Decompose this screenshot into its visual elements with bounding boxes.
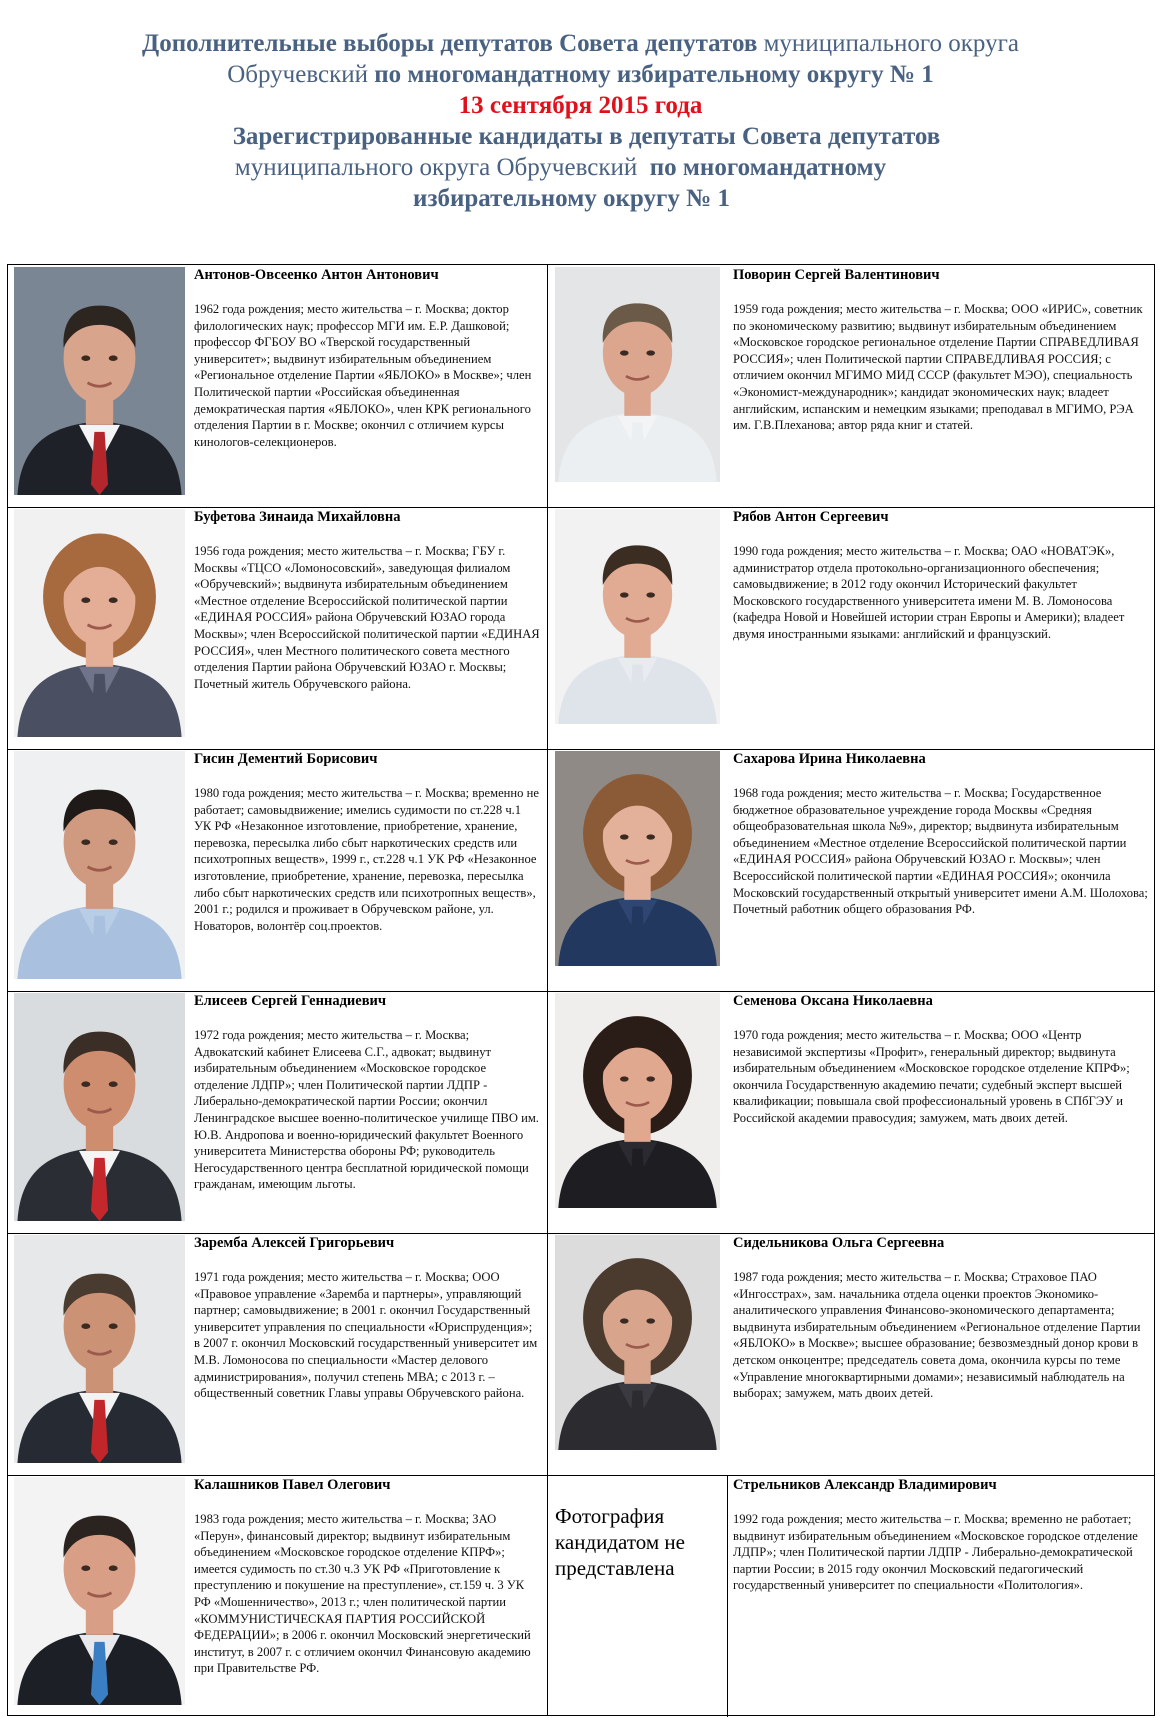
header-title-normal: муниципального округа xyxy=(763,30,1019,57)
candidate-bio: 1980 года рождения; место жительства – г. Москва; временно не работает; самовыдвижение; имелись судимости по ст.228 ч.1 УК РФ «Незаконное изготовление, приобретение, хранение, перевозка, пересылка либо сбыт наркотических средств или психотропных веществ», 1999 г., ст.228 ч.1 УК РФ «Незаконное изготовление, приобретение, хранение, перевозка, пересылка либо сбыт наркотических средств или психотропных веществ», 2001 г.; родился и проживает в Обручевском районе, ул. Новаторов, волонтёр соц.проектов. xyxy=(194,786,539,933)
header-line-1 xyxy=(0,28,1161,59)
header-line-5 xyxy=(0,152,1161,183)
candidate-card xyxy=(547,265,1154,507)
candidate-bio: 1983 года рождения; место жительства – г. Москва; ЗАО «Перун», финансовый директор; выдвинут избирательным объединением «Московское городское отделение КПРФ»; имеется судимость по ст.30 ч.3 УК РФ «Приготовление к преступлению и покушение на преступление», ст.159 ч. 3 УК РФ «Мошенничество», 2013 г.; член политической партии «КОММУНИСТИЧЕСКАЯ ПАРТИЯ РОССИЙСКОЙ ФЕДЕРАЦИИ»; в 2006 г. окончил Московский энергетический институт, в 2007 г. с отличием окончил Финансовую академию при Правительстве РФ. xyxy=(194,1512,531,1676)
candidate-name: Стрельников Александр Владимирович xyxy=(733,1477,997,1493)
candidate-bio: 1970 года рождения; место жительства – г. Москва; ООО «Центр независимой экспертизы «Профит», генеральный директор; выдвинута избирательным объединением «Московское городское отделение КПРФ»; окончила Государственную академию печати; судебный эксперт высшей квалификации; повышала свой профессиональный уровень в СПбГЭУ и Российской академии правосудия; замужем, мать двоих детей. xyxy=(733,1028,1130,1125)
candidate-bio: 1971 года рождения; место жительства – г. Москва; ООО «Правовое управление «Заремба и партнеры», управляющий партнер; самовыдвижение; в 2001 г. окончил Государственный университет управления по специальности «Юриспруденция»; в 2007 г. окончил Московский государственный университет им М.В. Ломоносова по специальности «Мастер делового администрирования», получил степень МВА; с 2013 г. – общественный советник Главы управы Обручевского района. xyxy=(194,1270,538,1401)
row-divider xyxy=(8,507,1154,508)
candidate-name: Калашников Павел Олегович xyxy=(194,1477,391,1493)
header-constituency: по многомандатному избирательному округу № 1 xyxy=(374,61,934,88)
candidate-bio: 1962 года рождения; место жительства – г. Москва; доктор филологических наук; профессор МГИ им. Е.Р. Дашковой; профессор ФГБОУ ВО «Тверской государственный университет»; выдвинут избирательным объединением «Региональное отделение Партии «ЯБЛОКО» в Москве»; член Политической партии «Российская объединенная демократическая партия «ЯБЛОКО», член КРК регионального отделения Партии в г. Москве; окончил с отличием курсы кинологов-селекционеров. xyxy=(194,302,532,449)
candidate-card xyxy=(8,749,547,991)
candidate-name: Поворин Сергей Валентинович xyxy=(733,267,940,283)
header-subtitle: Зарегистрированные кандидаты в депутаты Совета депутатов xyxy=(232,123,941,150)
candidates-table xyxy=(7,264,1155,1716)
candidate-bio: 1956 года рождения; место жительства – г. Москва; ГБУ г. Москвы «ТЦСО «Ломоносовский», заведующая филиалом «Обручевский»; выдвинута избирательным объединением «Местное отделение Всероссийской политической партии «ЕДИНАЯ РОССИЯ» района Обручевский ЮЗАО города Москвы»; член Всероссийской политической партии «ЕДИНАЯ РОССИЯ», член Местного политического совета местного отделения Партии района Обручевский ЮЗАО г. Москвы; Почетный житель Обручевского района. xyxy=(194,544,540,691)
candidate-photo xyxy=(14,1235,185,1463)
candidate-photo xyxy=(14,751,185,979)
row-divider xyxy=(8,991,1154,992)
header-line-2 xyxy=(0,59,1161,90)
candidate-card xyxy=(8,1475,547,1717)
candidate-card xyxy=(547,1233,1154,1475)
candidate-name: Буфетова Зинаида Михайловна xyxy=(194,509,401,525)
candidate-name: Семенова Оксана Николаевна xyxy=(733,993,933,1009)
candidate-card xyxy=(547,507,1154,749)
page-header xyxy=(0,28,1161,214)
candidate-name: Рябов Антон Сергеевич xyxy=(733,509,889,525)
header-line-4 xyxy=(0,121,1161,152)
row-divider xyxy=(8,749,1154,750)
candidate-name: Гисин Дементий Борисович xyxy=(194,751,378,767)
candidate-bio: 1987 года рождения; место жительства – г. Москва; Страховое ПАО «Ингосстрах», зам. начальника отдела оценки проектов Экономико-аналитического управления Финансово-экономического департамента; выдвинута избирательным объединением «Региональное отделение Партии «ЯБЛОКО» в Москве»; высшее образование; безвозмездный донор крови в детском онкоцентре; председатель совета дома, окончила курсы по теме «Управление многоквартирными домами»; независимый наблюдатель на выборах; замужем, мать двоих детей. xyxy=(733,1270,1141,1401)
candidate-bio: 1972 года рождения; место жительства – г. Москва; Адвокатский кабинет Елисеева С.Г., адвокат; выдвинут избирательным объединением «Московское городское отделение ЛДПР»; член Политической партии ЛДПР - Либерально-демократической партии России; окончил Ленинградское высшее военно-политическое училище ПВО им. Ю.В. Андропова и военно-юридический факультет Военного университета Министерства обороны РФ; руководитель Негосударственного центра бесплатной юридической помощи гражданам, имеющим льготы. xyxy=(194,1028,539,1192)
candidate-photo xyxy=(555,751,720,966)
candidate-name: Заремба Алексей Григорьевич xyxy=(194,1235,395,1251)
header-district: Обручевский xyxy=(227,61,369,88)
header-title-bold: Дополнительные выборы депутатов Совета депутатов xyxy=(142,30,758,57)
row-divider xyxy=(8,1233,1154,1234)
candidate-photo xyxy=(555,1235,720,1450)
candidate-bio: 1990 года рождения; место жительства – г. Москва; ОАО «НОВАТЭК», администратор отдела протокольно-организационного обеспечения; самовыдвижение; в 2012 году окончил Исторический факультет Московского государственного университета имени М. В. Ломоносова (кафедра Новой и Новейшей истории стран Европы и Америки); владеет двумя иностранными языками: английский и французский. xyxy=(733,544,1125,641)
candidate-photo xyxy=(555,267,720,482)
candidate-photo xyxy=(14,993,185,1221)
candidate-card xyxy=(8,265,547,507)
candidate-name: Елисеев Сергей Геннадиевич xyxy=(194,993,387,1009)
candidate-card xyxy=(547,749,1154,991)
candidate-photo xyxy=(14,267,185,495)
candidate-card xyxy=(8,1233,547,1475)
candidate-photo xyxy=(555,993,720,1208)
election-date: 13 сентября 2015 года xyxy=(458,92,703,119)
candidate-bio: 1959 года рождения; место жительства – г. Москва; ООО «ИРИС», советник по экономическому развитию; выдвинут избирательным объединением «Московское городское региональное отделение Партии СПРАВЕДЛИВАЯ РОССИЯ»; член Политической партии СПРАВЕДЛИВАЯ РОССИЯ; с отличием окончил МГИМО МИД СССР (факультет МЭО), специальность «Экономист-международник»; кандидат экономических наук; владеет английским, испанским и немецким языками; преподавал в МГИМО, РЭА им. Г.В.Плеханова; автор ряда книг и статей. xyxy=(733,302,1143,433)
candidate-name: Сахарова Ирина Николаевна xyxy=(733,751,926,767)
candidate-photo xyxy=(14,1477,185,1705)
candidate-name: Сидельникова Ольга Сергеевна xyxy=(733,1235,945,1251)
candidate-bio: 1992 года рождения; место жительства – г. Москва; временно не работает; выдвинут избирательным объединением «Московское городское отделение ЛДПР»; член Политической партии ЛДПР - Либерально-демократической партии России; в 2015 году окончил Московский педагогический государственный университет по специальности «Политология». xyxy=(733,1512,1138,1593)
candidate-card xyxy=(547,991,1154,1233)
row-divider xyxy=(8,1475,1154,1476)
no-photo-notice: Фотография кандидатом не представлена xyxy=(555,1504,685,1580)
no-photo-divider xyxy=(727,1475,728,1717)
header-subtitle-bold: по многомандатному xyxy=(649,154,887,181)
header-subtitle-end: избирательному округу № 1 xyxy=(413,185,730,212)
candidate-photo xyxy=(14,509,185,737)
candidate-card xyxy=(8,991,547,1233)
header-line-6 xyxy=(0,183,1161,214)
header-subtitle-district: муниципального округа Обручевский xyxy=(234,154,638,181)
candidate-name: Антонов-Овсеенко Антон Антонович xyxy=(194,267,439,283)
candidate-card xyxy=(8,507,547,749)
candidate-photo xyxy=(555,509,720,724)
candidate-bio: 1968 года рождения; место жительства – г. Москва; Государственное бюджетное образовательное учреждение города Москвы «Средняя общеобразовательная школа №9», директор; выдвинута избирательным объединением «Местное отделение Всероссийской политической партии «ЕДИНАЯ РОССИЯ» района Обручевский ЮЗАО г. Москвы»; член Всероссийской политической партии «ЕДИНАЯ РОССИЯ»; окончила Московский государственный открытый университет имени А.М. Шолохова; Почетный работник общего образования РФ. xyxy=(733,786,1148,917)
candidate-card xyxy=(547,1475,1154,1717)
